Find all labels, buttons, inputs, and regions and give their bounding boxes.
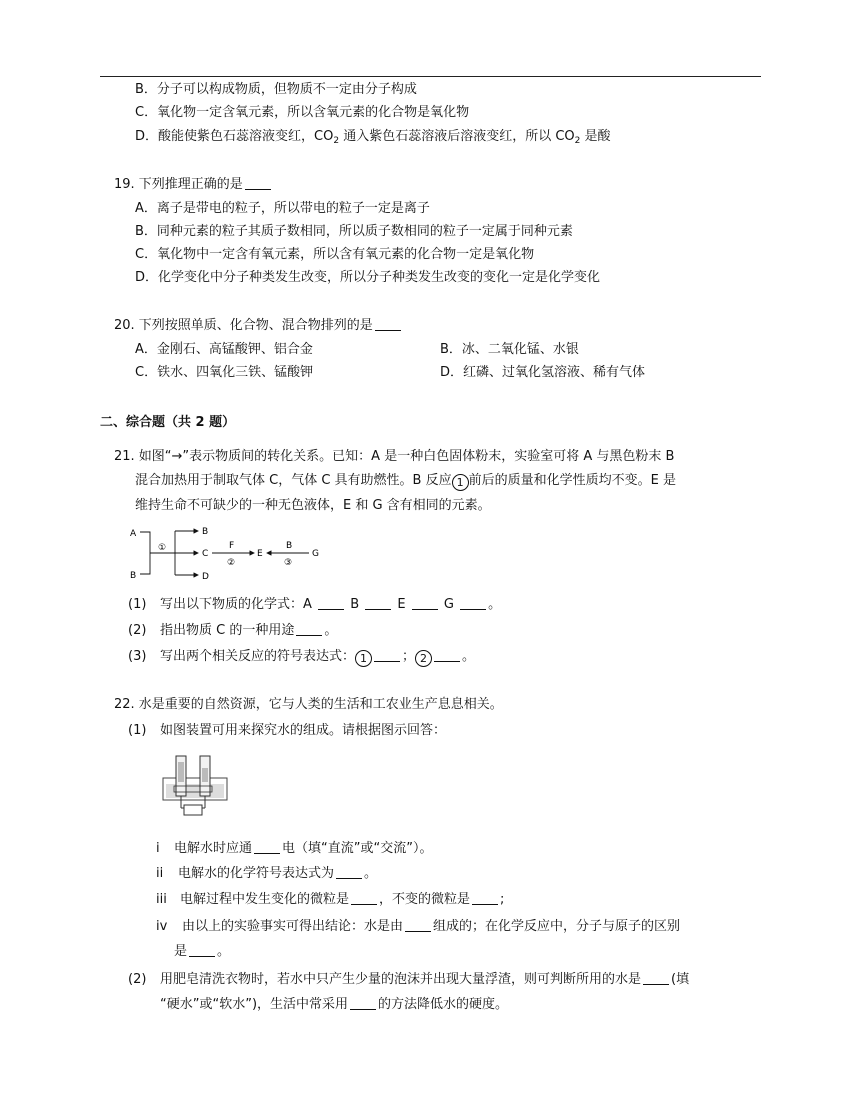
q22-sub-iv: 由以上的实验事实可得出结论：水是由 组成的；在化学反应中，分子与原子的区别 — [182, 919, 681, 934]
diagram-label-b-out: B — [202, 527, 209, 537]
electrolysis-apparatus-image — [160, 750, 232, 822]
q22-part2: (2) — [128, 972, 147, 987]
q22-part2-text: 用肥皂清洗衣物时，若水中只产生少量的泡沫并出现大量浮渣，则可判断所用的水是 (填 — [160, 972, 690, 987]
diagram-label-e: E — [257, 549, 263, 559]
q19-option-c: C．氧化物中一定含有氧元素，所以含有氧元素的化合物一定是氧化物 — [135, 247, 535, 262]
q18-option-b: B．分子可以构成物质，但物质不一定由分子构成 — [135, 82, 417, 97]
answer-blank[interactable] — [375, 317, 401, 331]
diagram-label-b2: B — [286, 541, 293, 551]
q19-option-d: D．化学变化中分子种类发生改变，所以分子种类发生改变的变化一定是化学变化 — [135, 270, 601, 285]
diagram-label-d: D — [202, 572, 209, 582]
q22-sub-i: 电解水时应通 电（填“直流”或“交流”）。 — [174, 841, 433, 856]
diagram-label-b-in: B — [130, 571, 137, 581]
q22-part2-cont: “硬水”或“软水”)，生活中常采用 的方法降低水的硬度。 — [160, 997, 509, 1012]
q22-part1-text: 如图装置可用来探究水的组成。请根据图示回答： — [160, 723, 447, 738]
q19-stem: 19. 下列推理正确的是 — [114, 176, 273, 194]
q18-option-c: C．氧化物一定含氧元素，所以含氧元素的化合物是氧化物 — [135, 105, 470, 120]
q18-option-d: D．酸能使紫色石蕊溶液变红，$CO_2$ 通入紫色石蕊溶液后溶液变红，所以 $CO_2$ 是酸 — [135, 129, 611, 146]
q21-part2-text: 指出物质 C 的一种用途 。 — [160, 623, 338, 638]
diagram-label-3: ③ — [284, 558, 293, 568]
q19-option-b: B．同种元素的粒子其质子数相同，所以质子数相同的粒子一定属于同种元素 — [135, 224, 573, 239]
q21-part1-text: 写出以下物质的化学式：A B E G 。 — [160, 597, 502, 612]
q19-option-a: A．离子是带电的粒子，所以带电的粒子一定是离子 — [135, 201, 430, 216]
q21-stem-line1: 21. 如图“→”表示物质间的转化关系。已知：A 是一种白色固体粉末，实验室可将 A 与黑色粉末 B — [114, 449, 675, 464]
q20-option-c: C．铁水、四氧化三铁、锰酸钾 — [135, 365, 314, 380]
diagram-label-2: ② — [227, 558, 236, 568]
q21-stem-line2: 混合加热用于制取气体 C，气体 C 具有助燃性。B 反应 1 前后的质量和化学性质均不变。E 是 — [135, 473, 676, 489]
q20-stem: 20. 下列按照单质、化合物、混合物排列的是 — [114, 317, 403, 335]
q20-option-a: A．金刚石、高锰酸钾、铝合金 — [135, 342, 313, 357]
diagram-label-f: F — [229, 541, 235, 551]
q21-part2: (2) — [128, 623, 147, 638]
header-rule — [100, 76, 761, 77]
q22-sub-i-num: i — [156, 841, 160, 856]
q22-sub-iii: 电解过程中发生变化的微粒是 ，不变的微粒是 ; — [180, 892, 505, 907]
answer-blank[interactable] — [245, 176, 271, 190]
q21-part3: (3) — [128, 649, 147, 664]
diagram-label-a: A — [130, 529, 137, 539]
q21-part3-text: 写出两个相关反应的符号表达式： 1 ； 2 。 — [160, 649, 476, 665]
q22-sub-iii-num: iii — [156, 892, 167, 907]
q21-part1: (1) — [128, 597, 147, 612]
q22-sub-iv-cont: 是 。 — [174, 944, 231, 959]
diagram-label-g: G — [312, 549, 319, 559]
section-heading: 二、综合题（共 2 题） — [100, 415, 236, 430]
q20-option-b: B．冰、二氧化锰、水银 — [440, 342, 579, 357]
q22-stem: 22. 水是重要的自然资源，它与人类的生活和工农业生产息息相关。 — [114, 697, 503, 712]
q21-reaction-diagram — [126, 522, 326, 584]
q21-stem-line3: 维持生命不可缺少的一种无色液体，E 和 G 含有相同的元素。 — [135, 498, 491, 513]
diagram-label-c: C — [202, 549, 209, 559]
q22-sub-iv-num: iv — [156, 919, 168, 934]
q22-sub-ii-num: ii — [156, 866, 164, 881]
q20-option-d: D．红磷、过氧化氢溶液、稀有气体 — [440, 365, 646, 380]
diagram-label-1: ① — [158, 543, 167, 553]
q22-part1: (1) — [128, 723, 147, 738]
q22-sub-ii: 电解水的化学符号表达式为 。 — [178, 866, 378, 881]
